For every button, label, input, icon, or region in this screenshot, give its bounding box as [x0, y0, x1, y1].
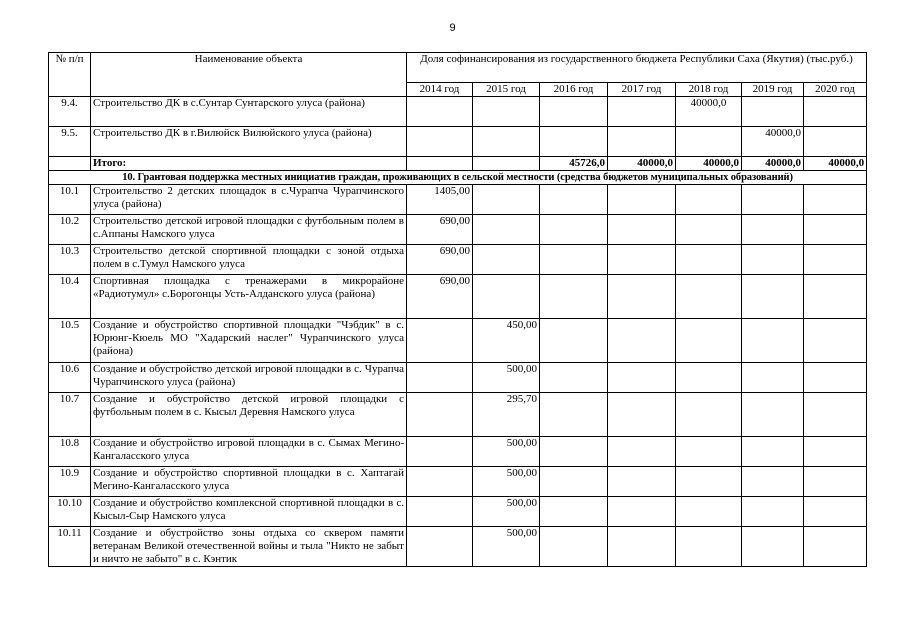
value-cell — [608, 319, 676, 363]
table-row — [49, 319, 867, 363]
value-cell — [676, 185, 742, 215]
value-cell — [676, 527, 742, 567]
value-cell — [608, 437, 676, 467]
table-row — [49, 363, 867, 393]
value-cell — [407, 319, 473, 363]
value-cell — [742, 527, 804, 567]
value-cell — [804, 275, 867, 319]
object-name: Создание и обустройство детской игровой площадки с футбольным полем в с. Кысыл Деревня Намского улуса — [91, 393, 407, 437]
section-title: 10. Грантовая поддержка местных инициатив граждан, проживающих в сельской местности (средства бюджетов муниципальных образований) — [49, 171, 867, 185]
value-cell: 690,00 — [407, 275, 473, 319]
value-cell: 690,00 — [407, 215, 473, 245]
value-cell: 500,00 — [473, 527, 540, 567]
value-cell — [804, 363, 867, 393]
value-cell — [804, 497, 867, 527]
value-cell — [804, 127, 867, 157]
value-cell — [676, 245, 742, 275]
total-label: Итого: — [91, 157, 407, 171]
value-cell — [608, 275, 676, 319]
value-cell: 450,00 — [473, 319, 540, 363]
row-number: 9.5. — [49, 127, 91, 157]
value-cell — [742, 437, 804, 467]
year-header: 2019 год — [742, 83, 804, 97]
total-value: 40000,0 — [676, 157, 742, 171]
row-number: 9.4. — [49, 97, 91, 127]
value-cell — [676, 275, 742, 319]
row-number: 10.3 — [49, 245, 91, 275]
value-cell: 500,00 — [473, 363, 540, 393]
object-name: Создание и обустройство комплексной спортивной площадки в с. Кысыл-Сыр Намского улуса — [91, 497, 407, 527]
table-row — [49, 185, 867, 215]
row-number: 10.8 — [49, 437, 91, 467]
total-value: 40000,0 — [804, 157, 867, 171]
value-cell — [742, 185, 804, 215]
value-cell — [473, 185, 540, 215]
object-name: Создание и обустройство спортивной площадки в с. Хаптагай Мегино-Кангаласского улуса — [91, 467, 407, 497]
value-cell: 1405,00 — [407, 185, 473, 215]
value-cell — [473, 127, 540, 157]
value-cell — [540, 497, 608, 527]
table-row — [49, 467, 867, 497]
table-row — [49, 393, 867, 437]
value-cell — [742, 467, 804, 497]
value-cell — [676, 393, 742, 437]
value-cell — [407, 467, 473, 497]
table-row — [49, 97, 867, 127]
value-cell — [407, 393, 473, 437]
value-cell — [540, 97, 608, 127]
object-name: Строительство 2 детских площадок в с.Чурапча Чурапчинского улуса (района) — [91, 185, 407, 215]
total-value — [473, 157, 540, 171]
value-cell — [742, 393, 804, 437]
value-cell — [540, 437, 608, 467]
value-cell — [540, 527, 608, 567]
value-cell — [473, 97, 540, 127]
value-cell — [540, 275, 608, 319]
year-header: 2014 год — [407, 83, 473, 97]
object-name: Строительство детской игровой площадки с футбольным полем в с.Аппаны Намского улуса — [91, 215, 407, 245]
table-row — [49, 275, 867, 319]
value-cell — [540, 127, 608, 157]
object-name: Строительство детской спортивной площадки с зоной отдыха полем в с.Тумул Намского улуса — [91, 245, 407, 275]
row-number: 10.7 — [49, 393, 91, 437]
value-cell — [804, 527, 867, 567]
value-cell — [676, 215, 742, 245]
value-cell — [742, 245, 804, 275]
object-name: Создание и обустройство игровой площадки в с. Сымах Мегино-Кангаласского улуса — [91, 437, 407, 467]
value-cell — [540, 393, 608, 437]
table-row — [49, 245, 867, 275]
value-cell — [804, 97, 867, 127]
value-cell — [473, 245, 540, 275]
total-row — [49, 157, 867, 171]
value-cell: 40000,0 — [742, 127, 804, 157]
value-cell — [804, 393, 867, 437]
table-row — [49, 437, 867, 467]
value-cell — [676, 497, 742, 527]
object-name: Создание и обустройство детской игровой площадки в с. Чурапча Чурапчинского улуса (района) — [91, 363, 407, 393]
header-group: Доля софинансирования из государственного бюджета Республики Саха (Якутия) (тыс.руб.) — [407, 53, 867, 83]
value-cell — [804, 319, 867, 363]
object-name: Спортивная площадка с тренажерами в микрорайоне «Радиотумул» с.Борогонцы Усть-Алданского улуса (района) — [91, 275, 407, 319]
value-cell — [407, 127, 473, 157]
object-name: Строительство ДК в г.Вилюйск Вилюйского улуса (района) — [91, 127, 407, 157]
total-value: 45726,0 — [540, 157, 608, 171]
value-cell: 295,70 — [473, 393, 540, 437]
value-cell — [742, 363, 804, 393]
value-cell: 40000,0 — [676, 97, 742, 127]
year-header: 2016 год — [540, 83, 608, 97]
header-name: Наименование объекта — [91, 53, 407, 97]
row-number: 10.9 — [49, 467, 91, 497]
value-cell: 500,00 — [473, 497, 540, 527]
row-number: 10.6 — [49, 363, 91, 393]
row-number: 10.2 — [49, 215, 91, 245]
value-cell — [804, 467, 867, 497]
value-cell — [676, 319, 742, 363]
value-cell — [676, 363, 742, 393]
value-cell — [608, 393, 676, 437]
value-cell — [407, 363, 473, 393]
value-cell — [742, 97, 804, 127]
year-header: 2020 год — [804, 83, 867, 97]
value-cell — [742, 215, 804, 245]
value-cell — [608, 527, 676, 567]
value-cell — [407, 497, 473, 527]
page-number: 9 — [449, 22, 456, 34]
value-cell — [608, 467, 676, 497]
object-name: Создание и обустройство спортивной площадки "Чэбдик" в с. Юрюнг-Кюель МО "Хадарский наслег" Чурапчинского улуса (района) — [91, 319, 407, 363]
value-cell — [473, 275, 540, 319]
value-cell — [804, 245, 867, 275]
total-value: 40000,0 — [608, 157, 676, 171]
value-cell — [407, 97, 473, 127]
table-row — [49, 527, 867, 567]
row-number: 10.4 — [49, 275, 91, 319]
table-row — [49, 215, 867, 245]
value-cell — [804, 185, 867, 215]
value-cell — [608, 363, 676, 393]
value-cell — [407, 437, 473, 467]
year-header: 2017 год — [608, 83, 676, 97]
value-cell — [608, 97, 676, 127]
table-row — [49, 497, 867, 527]
header-num: № п/п — [49, 53, 91, 97]
value-cell — [540, 363, 608, 393]
total-value: 40000,0 — [742, 157, 804, 171]
value-cell: 500,00 — [473, 437, 540, 467]
section-row — [49, 171, 867, 185]
row-number: 10.1 — [49, 185, 91, 215]
value-cell — [540, 245, 608, 275]
table-row — [49, 127, 867, 157]
value-cell — [804, 437, 867, 467]
value-cell: 500,00 — [473, 467, 540, 497]
value-cell — [608, 127, 676, 157]
value-cell — [676, 127, 742, 157]
row-number: 10.10 — [49, 497, 91, 527]
value-cell — [540, 467, 608, 497]
value-cell — [473, 215, 540, 245]
value-cell — [608, 215, 676, 245]
value-cell — [540, 185, 608, 215]
value-cell — [742, 319, 804, 363]
value-cell — [676, 467, 742, 497]
year-header: 2015 год — [473, 83, 540, 97]
financing-table — [48, 52, 867, 567]
value-cell — [608, 245, 676, 275]
value-cell — [540, 319, 608, 363]
total-value — [407, 157, 473, 171]
value-cell — [608, 497, 676, 527]
value-cell — [742, 275, 804, 319]
object-name: Создание и обустройство зоны отдыха со сквером памяти ветеранам Великой отечественной войны и тыла "Никто не забыт и ничто не забыто" в с. Кэнтик — [91, 527, 407, 567]
value-cell — [676, 437, 742, 467]
value-cell — [608, 185, 676, 215]
row-number: 10.5 — [49, 319, 91, 363]
value-cell — [407, 527, 473, 567]
value-cell — [804, 215, 867, 245]
value-cell — [742, 497, 804, 527]
value-cell — [540, 215, 608, 245]
row-number: 10.11 — [49, 527, 91, 567]
object-name: Строительство ДК в с.Сунтар Сунтарского улуса (района) — [91, 97, 407, 127]
total-spacer — [49, 157, 91, 171]
year-header: 2018 год — [676, 83, 742, 97]
value-cell: 690,00 — [407, 245, 473, 275]
